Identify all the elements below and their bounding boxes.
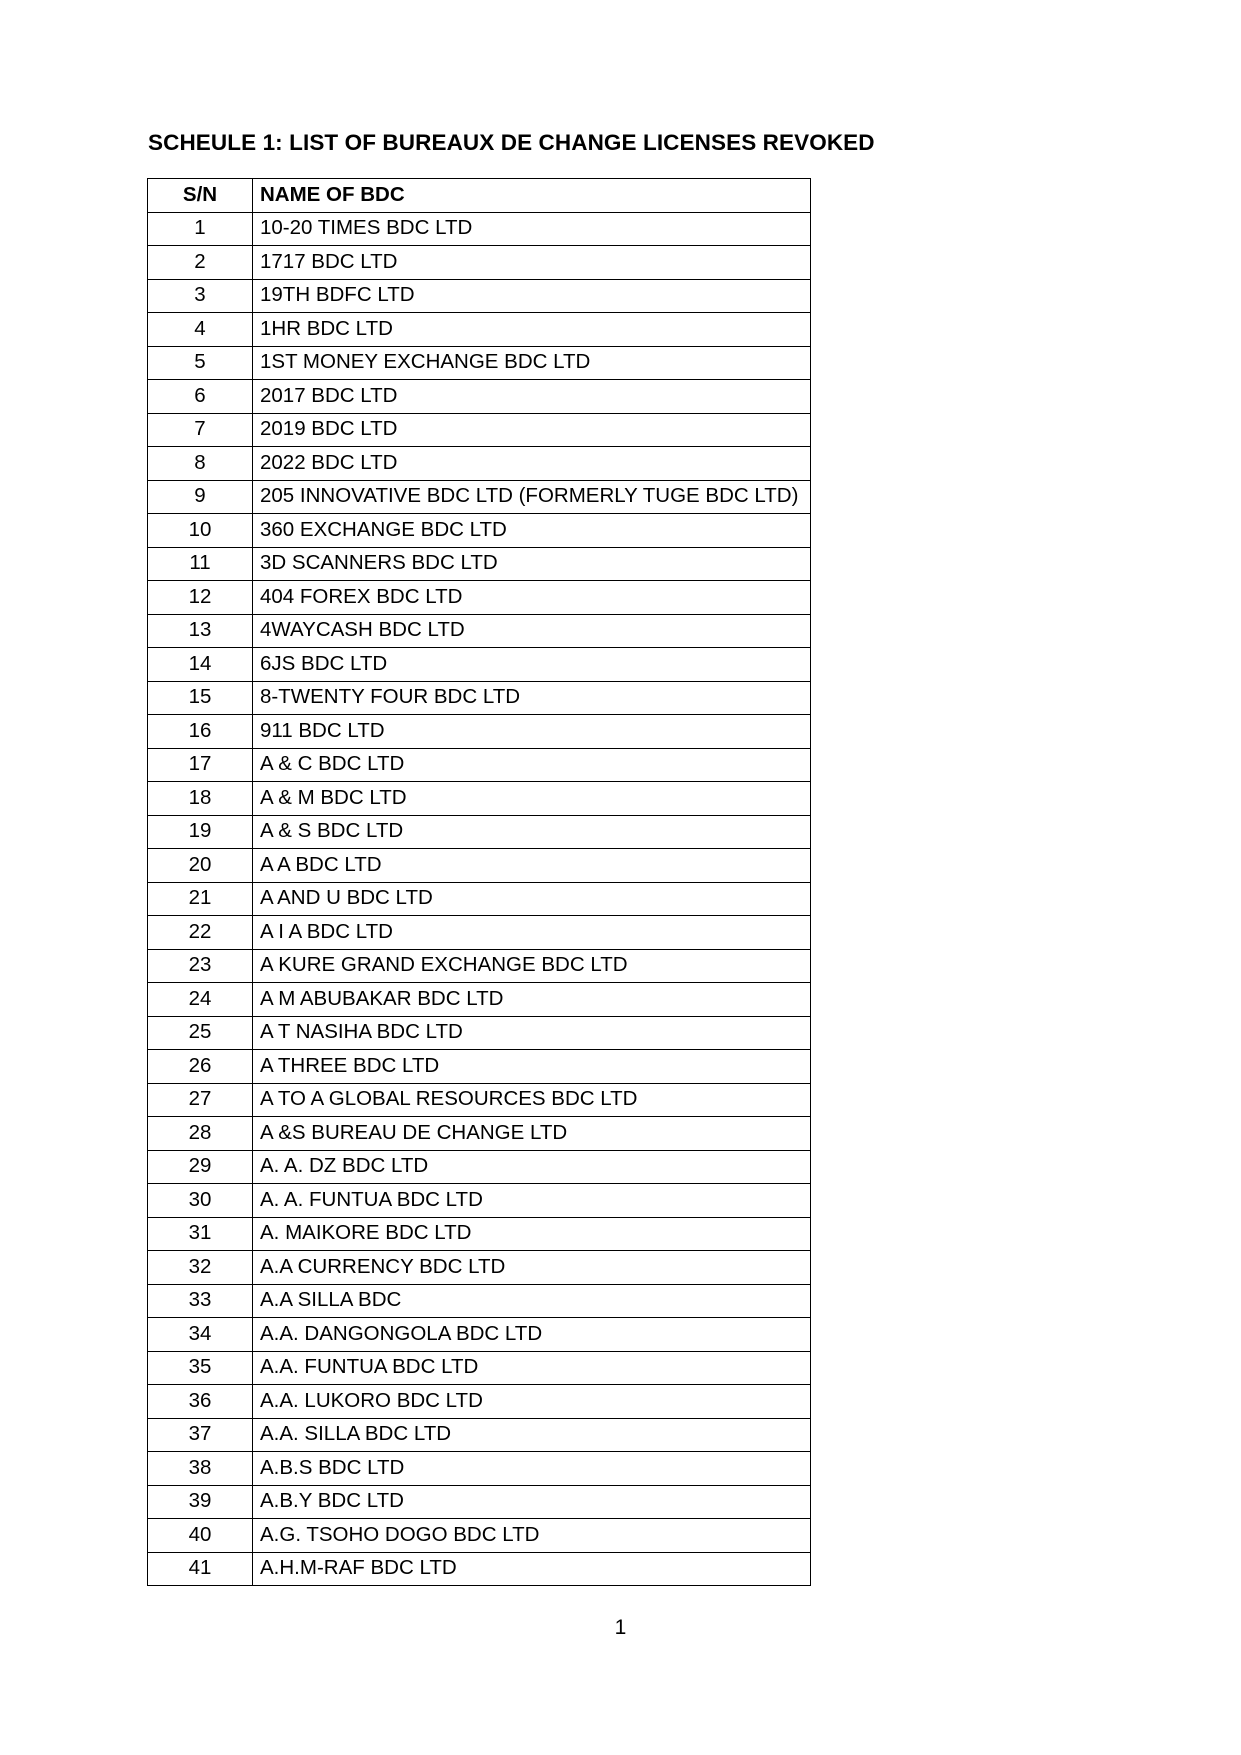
cell-bdc-name: A.G. TSOHO DOGO BDC LTD (253, 1519, 811, 1553)
cell-sn: 29 (148, 1150, 253, 1184)
cell-sn: 19 (148, 815, 253, 849)
cell-bdc-name: A TO A GLOBAL RESOURCES BDC LTD (253, 1083, 811, 1117)
cell-sn: 34 (148, 1318, 253, 1352)
table-row (148, 1284, 811, 1318)
cell-bdc-name: 6JS BDC LTD (253, 648, 811, 682)
page-number: 1 (614, 1616, 627, 1639)
cell-sn: 9 (148, 480, 253, 514)
cell-sn: 33 (148, 1284, 253, 1318)
cell-sn: 41 (148, 1552, 253, 1586)
table-row (148, 648, 811, 682)
table-row (148, 748, 811, 782)
cell-bdc-name: A. A. FUNTUA BDC LTD (253, 1184, 811, 1218)
cell-sn: 21 (148, 882, 253, 916)
table-row (148, 514, 811, 548)
cell-sn: 1 (148, 212, 253, 246)
cell-sn: 17 (148, 748, 253, 782)
cell-bdc-name: 205 INNOVATIVE BDC LTD (FORMERLY TUGE BDC LTD) (253, 480, 811, 514)
table-row (148, 279, 811, 313)
cell-sn: 39 (148, 1485, 253, 1519)
cell-sn: 5 (148, 346, 253, 380)
table-row (148, 413, 811, 447)
cell-sn: 13 (148, 614, 253, 648)
cell-bdc-name: A AND U BDC LTD (253, 882, 811, 916)
table-row (148, 1452, 811, 1486)
cell-sn: 15 (148, 681, 253, 715)
cell-bdc-name: 360 EXCHANGE BDC LTD (253, 514, 811, 548)
cell-sn: 30 (148, 1184, 253, 1218)
table-row (148, 681, 811, 715)
cell-bdc-name: 2022 BDC LTD (253, 447, 811, 481)
table-row (148, 380, 811, 414)
table-body (148, 212, 811, 1586)
table-row (148, 1418, 811, 1452)
cell-sn: 16 (148, 715, 253, 749)
table-row (148, 1184, 811, 1218)
cell-sn: 23 (148, 949, 253, 983)
cell-bdc-name: A. MAIKORE BDC LTD (253, 1217, 811, 1251)
cell-sn: 31 (148, 1217, 253, 1251)
cell-sn: 20 (148, 849, 253, 883)
cell-bdc-name: 1717 BDC LTD (253, 246, 811, 280)
cell-sn: 32 (148, 1251, 253, 1285)
table-row (148, 715, 811, 749)
column-header-sn: S/N (148, 179, 253, 213)
table-row (148, 815, 811, 849)
table-row (148, 1519, 811, 1553)
cell-bdc-name: 2017 BDC LTD (253, 380, 811, 414)
table-row (148, 1385, 811, 1419)
cell-sn: 3 (148, 279, 253, 313)
cell-bdc-name: A.B.Y BDC LTD (253, 1485, 811, 1519)
cell-bdc-name: A. A. DZ BDC LTD (253, 1150, 811, 1184)
table-row (148, 313, 811, 347)
cell-bdc-name: 4WAYCASH BDC LTD (253, 614, 811, 648)
table-row (148, 1318, 811, 1352)
table-row (148, 983, 811, 1017)
table-row (148, 212, 811, 246)
cell-bdc-name: A A BDC LTD (253, 849, 811, 883)
cell-sn: 35 (148, 1351, 253, 1385)
table-header-row (148, 179, 811, 213)
table-row (148, 1117, 811, 1151)
table-row (148, 782, 811, 816)
cell-bdc-name: 2019 BDC LTD (253, 413, 811, 447)
cell-sn: 11 (148, 547, 253, 581)
table-row (148, 1083, 811, 1117)
cell-bdc-name: A.A. SILLA BDC LTD (253, 1418, 811, 1452)
table-row (148, 1050, 811, 1084)
cell-bdc-name: A.H.M-RAF BDC LTD (253, 1552, 811, 1586)
cell-bdc-name: A THREE BDC LTD (253, 1050, 811, 1084)
cell-bdc-name: A.B.S BDC LTD (253, 1452, 811, 1486)
cell-sn: 36 (148, 1385, 253, 1419)
cell-bdc-name: 404 FOREX BDC LTD (253, 581, 811, 615)
table-row (148, 849, 811, 883)
cell-sn: 14 (148, 648, 253, 682)
cell-bdc-name: A & C BDC LTD (253, 748, 811, 782)
cell-sn: 40 (148, 1519, 253, 1553)
cell-bdc-name: A I A BDC LTD (253, 916, 811, 950)
table-row (148, 346, 811, 380)
cell-bdc-name: 1ST MONEY EXCHANGE BDC LTD (253, 346, 811, 380)
table-row (148, 1351, 811, 1385)
cell-bdc-name: A &S BUREAU DE CHANGE LTD (253, 1117, 811, 1151)
cell-bdc-name: 10-20 TIMES BDC LTD (253, 212, 811, 246)
cell-bdc-name: 911 BDC LTD (253, 715, 811, 749)
cell-bdc-name: A M ABUBAKAR BDC LTD (253, 983, 811, 1017)
cell-bdc-name: A KURE GRAND EXCHANGE BDC LTD (253, 949, 811, 983)
cell-bdc-name: 1HR BDC LTD (253, 313, 811, 347)
cell-sn: 18 (148, 782, 253, 816)
cell-bdc-name: A.A CURRENCY BDC LTD (253, 1251, 811, 1285)
cell-sn: 37 (148, 1418, 253, 1452)
table-row (148, 1150, 811, 1184)
table-row (148, 949, 811, 983)
cell-bdc-name: A T NASIHA BDC LTD (253, 1016, 811, 1050)
cell-bdc-name: A.A. DANGONGOLA BDC LTD (253, 1318, 811, 1352)
cell-sn: 28 (148, 1117, 253, 1151)
cell-bdc-name: A.A. LUKORO BDC LTD (253, 1385, 811, 1419)
cell-sn: 10 (148, 514, 253, 548)
table-row (148, 916, 811, 950)
column-header-name-of-bdc: NAME OF BDC (253, 179, 811, 213)
cell-bdc-name: A & M BDC LTD (253, 782, 811, 816)
cell-bdc-name: A.A SILLA BDC (253, 1284, 811, 1318)
cell-sn: 8 (148, 447, 253, 481)
cell-sn: 6 (148, 380, 253, 414)
revoked-bdc-table (147, 178, 811, 1586)
page-title: SCHEULE 1: LIST OF BUREAUX DE CHANGE LICENSES REVOKED (148, 130, 875, 155)
cell-sn: 38 (148, 1452, 253, 1486)
cell-bdc-name: 8-TWENTY FOUR BDC LTD (253, 681, 811, 715)
table-row (148, 246, 811, 280)
table-row (148, 1016, 811, 1050)
cell-sn: 26 (148, 1050, 253, 1084)
cell-sn: 12 (148, 581, 253, 615)
table-row (148, 1552, 811, 1586)
cell-sn: 7 (148, 413, 253, 447)
cell-sn: 27 (148, 1083, 253, 1117)
table-row (148, 1217, 811, 1251)
cell-bdc-name: A & S BDC LTD (253, 815, 811, 849)
cell-bdc-name: 19TH BDFC LTD (253, 279, 811, 313)
table-row (148, 447, 811, 481)
cell-bdc-name: A.A. FUNTUA BDC LTD (253, 1351, 811, 1385)
cell-sn: 24 (148, 983, 253, 1017)
table-row (148, 1485, 811, 1519)
cell-bdc-name: 3D SCANNERS BDC LTD (253, 547, 811, 581)
cell-sn: 4 (148, 313, 253, 347)
table-row (148, 547, 811, 581)
table-row (148, 882, 811, 916)
cell-sn: 2 (148, 246, 253, 280)
cell-sn: 25 (148, 1016, 253, 1050)
table-row (148, 614, 811, 648)
table-row (148, 1251, 811, 1285)
table-row (148, 581, 811, 615)
cell-sn: 22 (148, 916, 253, 950)
table-row (148, 480, 811, 514)
